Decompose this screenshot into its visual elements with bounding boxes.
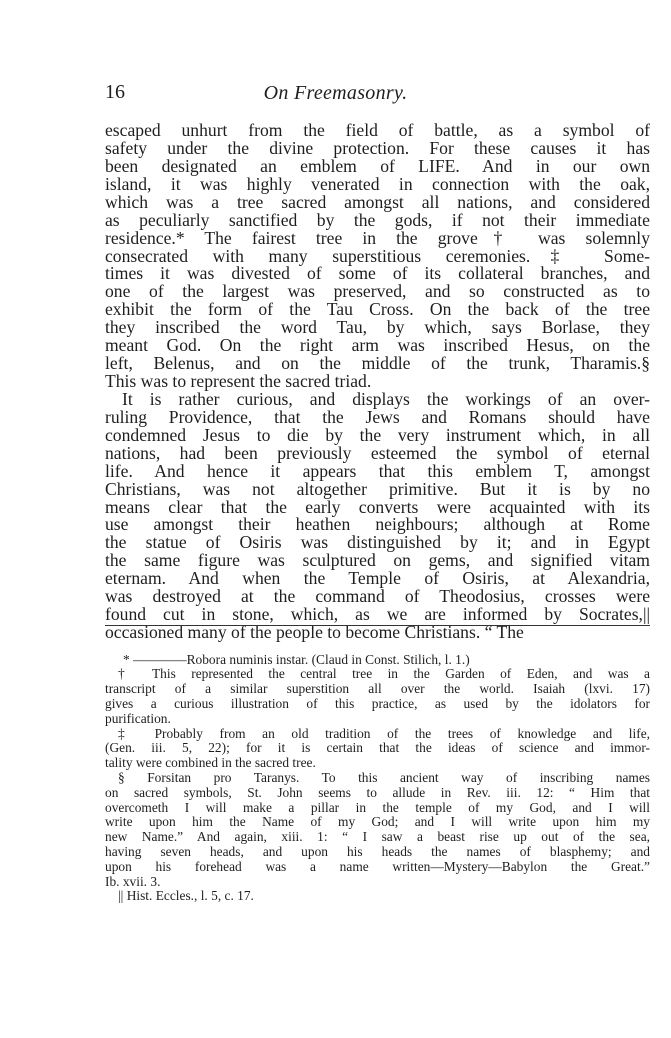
page-number: 16 (105, 81, 125, 103)
body-line: occasioned many of the people to become Christians. “ The (105, 622, 524, 643)
body-line: times it was divested of some of its collateral branches, and (105, 263, 650, 284)
body-line: the same figure was sculptured on gems, and signified vitam (105, 550, 650, 571)
body-line: as peculiarly sanctified by the gods, if not their immediate (105, 209, 650, 230)
footnote-line: new Name.” And again, xiii. 1: “ I saw a beast rise up out of the sea, (105, 829, 650, 845)
body-line: ruling Providence, that the Jews and Romans should have (105, 406, 650, 427)
body-line: which was a tree sacred amongst all nations, and considered (105, 191, 650, 212)
footnote-line: write upon him the Name of my God; and I will write upon him my (105, 814, 650, 830)
footnote-line: § Forsitan pro Taranys. To this ancient way of inscribing names (118, 769, 650, 785)
footnote-line: gives a curious illustration of this practice, as used by the idolators for (105, 695, 650, 711)
body-line: they inscribed the word Tau, by which, says Borlase, they (105, 317, 650, 338)
body-line: Christians, was not altogether primitive. But it is by no (105, 478, 650, 499)
footnote-line: || Hist. Eccles., l. 5, c. 17. (118, 888, 254, 904)
running-head: On Freemasonry. (263, 82, 408, 104)
body-line: exhibit the form of the Tau Cross. On the back of the tree (105, 299, 650, 320)
body-line: been designated an emblem of LIFE. And in our own (105, 155, 650, 176)
body-line: condemned Jesus to die by the very instrument which, in all (105, 424, 650, 445)
footnote-line: † This represented the central tree in the Garden of Eden, and was a (118, 666, 650, 682)
body-line: meant God. On the right arm was inscribed Hesus, on the (105, 335, 650, 356)
footnote-line: * ————Robora numinis instar. (Claud in Const. Stilich, l. 1.) (123, 651, 470, 667)
footnote-line: transcript of a similar superstition all over the world. Isaiah (lxvi. 17) (105, 681, 650, 697)
body-line: consecrated with many superstitious ceremonies.‡ Some- (105, 245, 650, 266)
footnote-line: ‡ Probably from an old tradition of the trees of knowledge and life, (118, 725, 650, 741)
body-line: escaped unhurt from the field of battle, as a symbol of (105, 120, 650, 140)
body-line: means clear that the early converts were acquainted with its (105, 496, 650, 517)
body-line: safety under the divine protection. For these causes it has (105, 137, 650, 158)
body-line: This was to represent the sacred triad. (105, 371, 372, 392)
body-line: life. And hence it appears that this emblem T, amongst (105, 460, 650, 481)
body-line: It is rather curious, and displays the workings of an over- (122, 388, 650, 409)
body-line: left, Belenus, and on the middle of the trunk, Tharamis.§ (105, 353, 650, 374)
body-line: use amongst their heathen neighbours; although at Rome (105, 514, 650, 535)
body-line: nations, had been previously esteemed the symbol of eternal (105, 442, 650, 463)
footnote-line: Ib. xvii. 3. (105, 873, 161, 889)
body-line: eternam. And when the Temple of Osiris, at Alexandria, (105, 568, 650, 589)
body-line: the statue of Osiris was distinguished by it; and in Egypt (105, 532, 650, 553)
body-line: residence.* The fairest tree in the grove† was solemnly (105, 227, 650, 248)
footnote-line: on sacred symbols, St. John seems to allude in Rev. iii. 12: “ Him that (105, 784, 650, 800)
footnote-line: overcometh I will make a pillar in the temple of my God, and I will (105, 799, 650, 815)
body-line: island, it was highly venerated in connection with the oak, (105, 173, 650, 194)
footnote-line: upon his forehead was a name written—Mystery—Babylon the Great.” (105, 858, 650, 874)
body-line: was destroyed at the command of Theodosius, crosses were (105, 586, 650, 607)
footnote-line: tality were combined in the sacred tree. (105, 755, 316, 771)
footnote-line: (Gen. iii. 5, 22); for it is certain that the ideas of science and immor- (105, 740, 650, 756)
footnote-line: having seven heads, and upon his heads the names of blasphemy; and (105, 843, 650, 859)
body-line: found cut in stone, which, as we are informed by Socrates,|| (105, 604, 650, 625)
footnote-line: purification. (105, 710, 171, 726)
body-line: one of the largest was preserved, and so constructed as to (105, 281, 650, 302)
footnote-rule (105, 625, 650, 626)
